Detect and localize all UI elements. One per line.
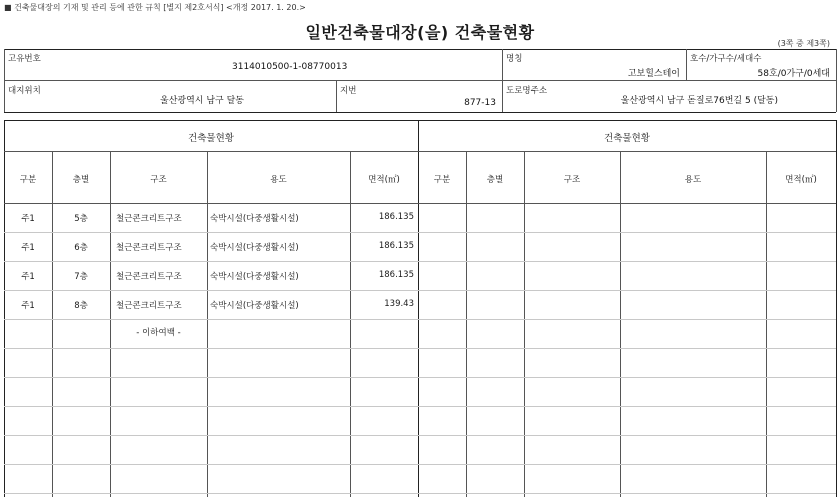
row-floor: 8층 xyxy=(74,301,88,311)
row-type: 주1 xyxy=(21,301,35,311)
row-area: 186.135 xyxy=(378,270,414,280)
row-use: 숙박시설(다중생활시설) xyxy=(210,243,299,253)
row-floor: 7층 xyxy=(74,272,88,282)
units-label: 호수/가구수/세대수 xyxy=(690,54,762,64)
row-floor: 5층 xyxy=(74,214,88,224)
row-structure: 철근콘크리트구조 xyxy=(116,243,182,253)
left-col-use: 용도 xyxy=(270,175,287,185)
left-col-floor: 층별 xyxy=(72,175,90,185)
page-info: (3쪽 중 제3쪽) xyxy=(777,39,830,48)
lot-label: 지번 xyxy=(340,86,357,96)
form-regulation-note: ■ 건축물대장의 기재 및 관리 등에 관한 규칙 [별지 제2호서식] <개정 2017. 1. 20.> xyxy=(4,3,306,12)
row-structure: 철근콘크리트구조 xyxy=(116,214,182,224)
site-label: 대지위치 xyxy=(8,86,41,96)
lot-value: 877-13 xyxy=(464,98,496,108)
right-col-type: 구분 xyxy=(433,175,451,185)
row-type: 주1 xyxy=(21,272,35,282)
row-use: 숙박시설(다중생활시설) xyxy=(210,301,299,311)
right-col-use: 용도 xyxy=(684,175,702,185)
row-floor: 6층 xyxy=(74,243,88,253)
site-value: 울산광역시 남구 달동 xyxy=(160,96,244,106)
row-area: 139.43 xyxy=(384,299,414,309)
row-type: 주1 xyxy=(21,214,35,224)
blank-below-note: - 이하여백 - xyxy=(136,328,181,338)
row-structure: 철근콘크리트구조 xyxy=(116,301,182,311)
road-address-label: 도로명주소 xyxy=(506,86,548,96)
units-value: 58호/0가구/0세대 xyxy=(757,69,830,79)
unique-no-label: 고유번호 xyxy=(8,54,41,64)
right-col-floor: 층별 xyxy=(486,175,504,185)
road-address-value: 울산광역시 남구 돋질로76번길 5 (달동) xyxy=(620,96,778,106)
right-section-title: 건축물현황 xyxy=(604,133,650,144)
left-section-title: 건축물현황 xyxy=(188,133,234,144)
left-col-type: 구분 xyxy=(19,175,37,185)
row-type: 주1 xyxy=(21,243,35,253)
row-use: 숙박시설(다중생활시설) xyxy=(210,214,299,224)
right-col-structure: 구조 xyxy=(563,175,581,185)
row-area: 186.135 xyxy=(378,212,414,222)
right-col-area: 면적(㎡) xyxy=(785,175,817,185)
row-use: 숙박시설(다중생활시설) xyxy=(210,272,299,282)
name-value: 고보힐스테이 xyxy=(627,69,680,79)
document-title: 일반건축물대장(을) 건축물현황 xyxy=(305,23,535,42)
name-label: 명칭 xyxy=(506,54,523,64)
row-area: 186.135 xyxy=(378,241,414,251)
left-col-structure: 구조 xyxy=(150,175,167,185)
left-col-area: 면적(㎡) xyxy=(368,175,400,185)
row-structure: 철근콘크리트구조 xyxy=(116,272,182,282)
unique-no-value: 3114010500-1-08770013 xyxy=(232,62,348,72)
